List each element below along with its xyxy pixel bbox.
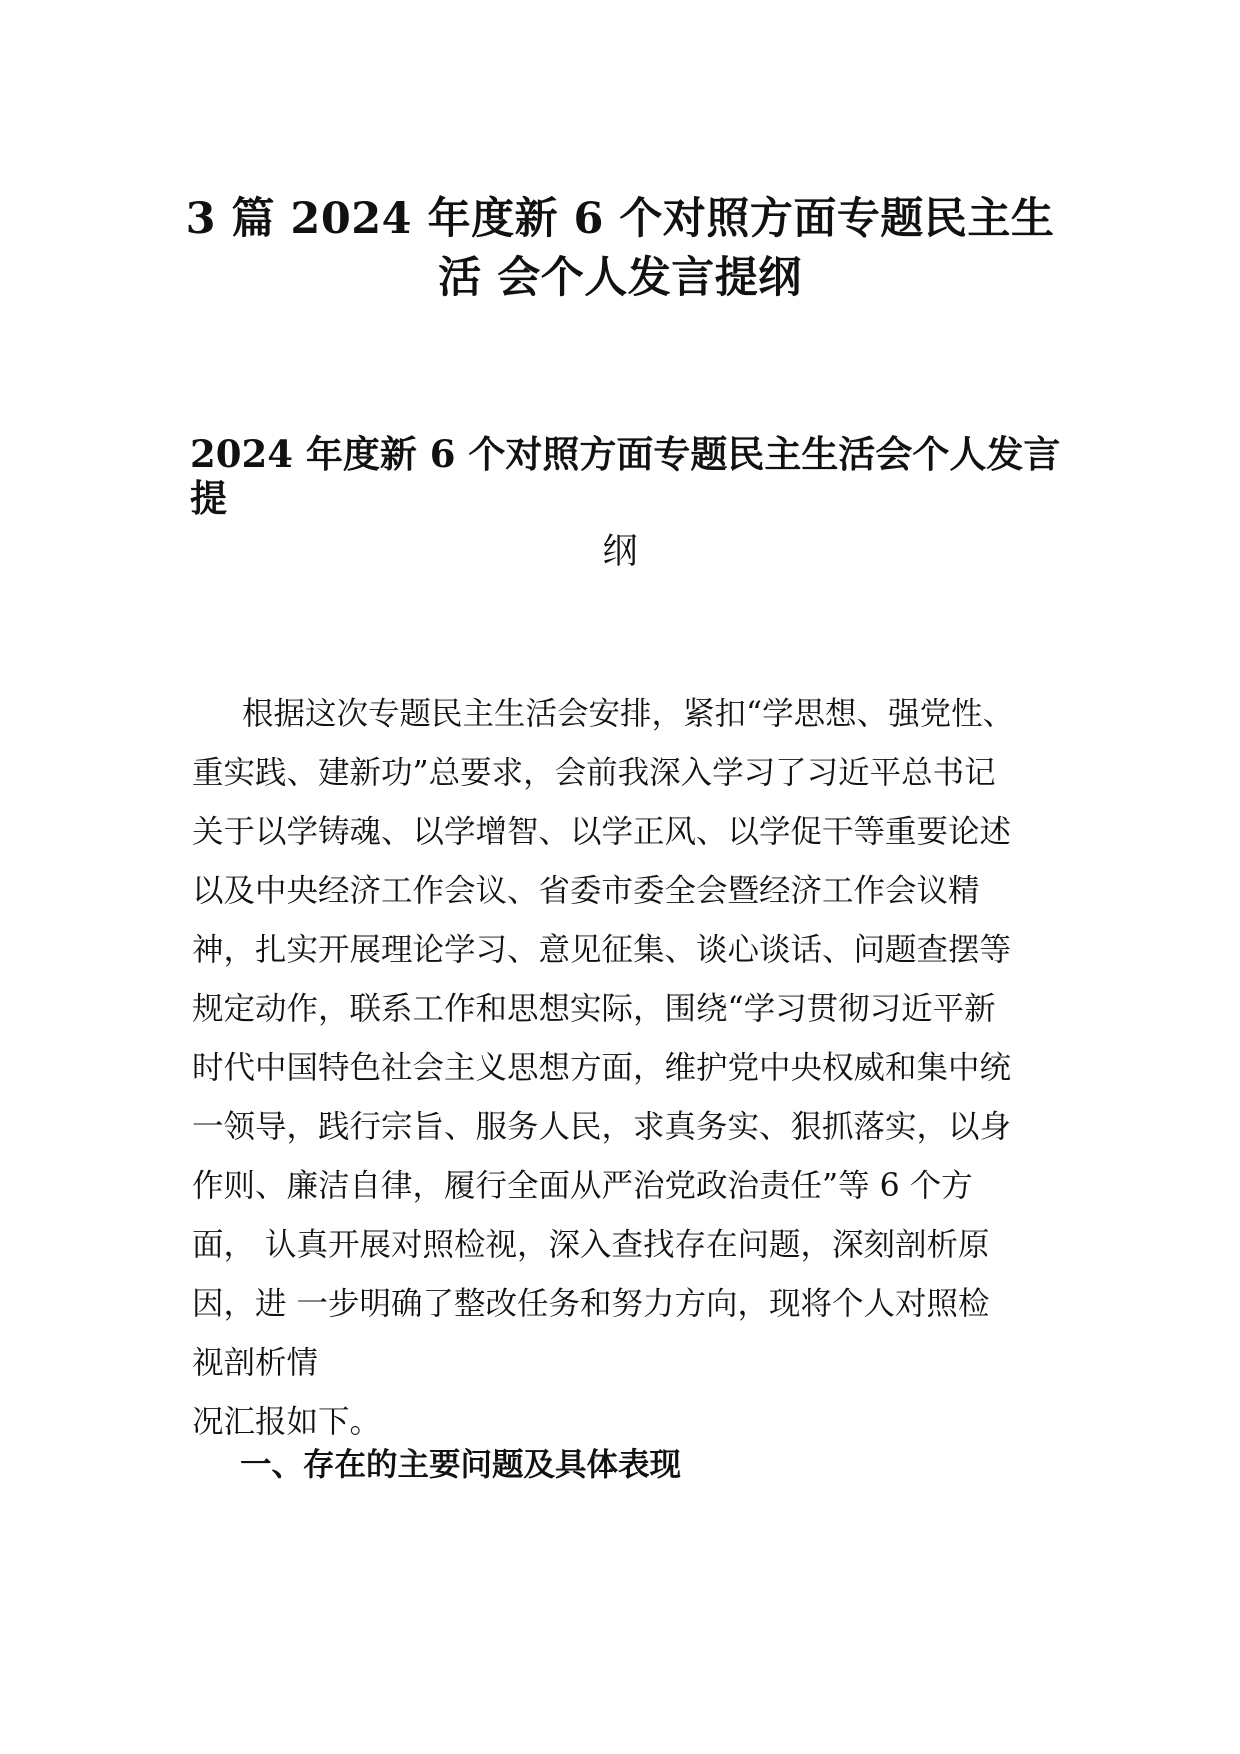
- body-line: 况汇报如下。: [192, 1404, 382, 1440]
- document-title: [150, 190, 1090, 308]
- body-paragraph: [192, 685, 1062, 1452]
- section-heading: 一、存在的主要问题及具体表现: [240, 1446, 682, 1483]
- article-title-line: 提: [190, 476, 227, 520]
- body-line: 一领导，践行宗旨、服务人民，求真务实、狠抓落实，以身: [192, 1109, 1012, 1145]
- body-line: 因，进 一步明确了整改任务和努力方向，现将个人对照检: [192, 1286, 990, 1322]
- document-title-line: 3 篇 2024 年度新 6 个对照方面专题民主生: [185, 194, 1055, 244]
- body-line: 以及中央经济工作会议、省委市委全会暨经济工作会议精: [192, 873, 980, 909]
- document-title-line: 活 会个人发言提纲: [438, 253, 802, 303]
- body-line: 视剖析情: [192, 1345, 319, 1381]
- body-line: 神，扎实开展理论学习、意见征集、谈心谈话、问题查摆等: [192, 932, 1012, 968]
- article-title-line: 2024 年度新 6 个对照方面专题民主生活会个人发言: [190, 432, 1061, 476]
- body-line: 关于以学铸魂、以学增智、以学正风、以学促干等重要论述: [192, 814, 1012, 850]
- body-line: 面， 认真开展对照检视，深入查找存在问题，深刻剖析原: [192, 1227, 990, 1263]
- article-title-end: 纲: [602, 532, 638, 572]
- body-line: 时代中国特色社会主义思想方面，维护党中央权威和集中统: [192, 1050, 1012, 1086]
- body-line: 规定动作，联系工作和思想实际，围绕“学习贯彻习近平新: [192, 991, 996, 1027]
- body-line: 作则、廉洁自律，履行全面从严治党政治责任”等 6 个方: [192, 1168, 973, 1204]
- body-line: 根据这次专题民主生活会安排，紧扣“学思想、强党性、: [242, 696, 1015, 732]
- body-line: 重实践、建新功”总要求，会前我深入学习了习近平总书记: [192, 755, 996, 791]
- article-title: [190, 432, 1070, 520]
